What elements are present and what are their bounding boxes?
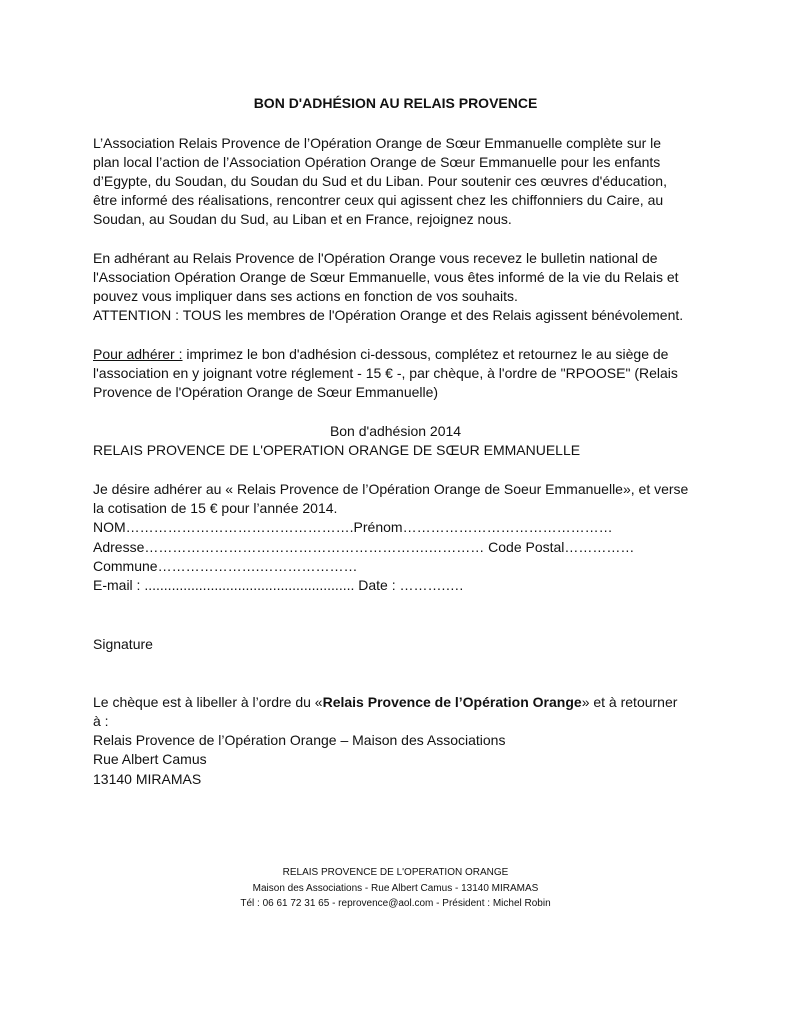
footer-line: RELAIS PROVENCE DE L'OPERATION ORANGE: [282, 867, 509, 878]
form-org-title: RELAIS PROVENCE DE L'OPERATION ORANGE DE SŒUR EMMANUELLE: [93, 442, 581, 458]
membership-line: pouvez vous impliquer dans ses actions en fonction de vos souhaits.: [93, 288, 518, 304]
intro-line: d’Egypte, du Soudan, du Soudan du Sud et du Liban. Pour soutenir ces œuvres d'éducation,: [93, 173, 667, 189]
form-year-title: Bon d'adhésion 2014: [329, 423, 462, 439]
footer-line: Maison des Associations - Rue Albert Camus - 13140 MIRAMAS: [252, 883, 539, 894]
cheque-text: » et à retourner: [581, 694, 678, 710]
form-signature-label: Signature: [93, 636, 153, 652]
footer-contact-line: Tél : 06 61 72 31 65 - reprovence@aol.com - Président : Michel Robin: [240, 898, 551, 909]
mailing-address-line: Relais Provence de l’Opération Orange – Maison des Associations: [93, 732, 506, 748]
membership-line: l'Association Opération Orange de Sœur Emmanuelle, vous êtes informé de la vie du Relais et: [93, 269, 679, 285]
how-to-text: imprimez le bon d'adhésion ci-dessous, complétez et retournez le au siège de: [182, 346, 669, 362]
how-to-line: Provence de l'Opération Orange de Sœur Emmanuelle): [93, 384, 439, 400]
cheque-text: Le chèque est à libeller à l’ordre du «: [93, 694, 323, 710]
cheque-payee: Relais Provence de l’Opération Orange: [322, 694, 582, 710]
cheque-line: à :: [93, 713, 109, 729]
form-field-nom-prenom: NOM………………………………………….Prénom………………………………………: [93, 519, 613, 535]
how-to-line: [93, 345, 668, 364]
mailing-address-line: 13140 MIRAMAS: [93, 771, 202, 787]
how-to-label: Pour adhérer :: [93, 346, 183, 362]
intro-line: être informé des réalisations, rencontrer ceux qui agissent chez les chiffonniers du Caire, au: [93, 192, 664, 208]
attention-line: ATTENTION : TOUS les membres de l'Opération Orange et des Relais agissent bénévolement.: [93, 307, 684, 323]
membership-line: En adhérant au Relais Provence de l'Opération Orange vous recevez le bulletin national de: [93, 250, 658, 266]
form-field-commune: Commune………………….…………………: [93, 558, 358, 574]
how-to-line: l'association en y joignant votre réglement - 15 € -, par chèque, à l'ordre de "RPOOSE" (Relais: [93, 365, 678, 381]
form-declaration: Je désire adhérer au « Relais Provence de l’Opération Orange de Soeur Emmanuelle», et verse: [93, 481, 689, 497]
form-field-adresse: Adresse…………………………………………………….………… Code Postal……………: [93, 539, 635, 555]
cheque-line: [93, 693, 677, 712]
intro-line: Soudan, au Soudan du Sud, au Liban et en France, rejoignez nous.: [93, 211, 512, 227]
intro-line: plan local l’action de l’Association Opération Orange de Sœur Emmanuelle pour les enfants: [93, 154, 661, 170]
form-declaration: la cotisation de 15 € pour l’année 2014.: [93, 500, 338, 516]
document-title: BON D'ADHÉSION AU RELAIS PROVENCE: [253, 95, 538, 111]
form-field-email-date: E-mail : ...................................................... Date : ……….….: [93, 577, 464, 593]
mailing-address-line: Rue Albert Camus: [93, 751, 207, 767]
intro-line: L’Association Relais Provence de l’Opération Orange de Sœur Emmanuelle complète sur le: [93, 135, 662, 151]
